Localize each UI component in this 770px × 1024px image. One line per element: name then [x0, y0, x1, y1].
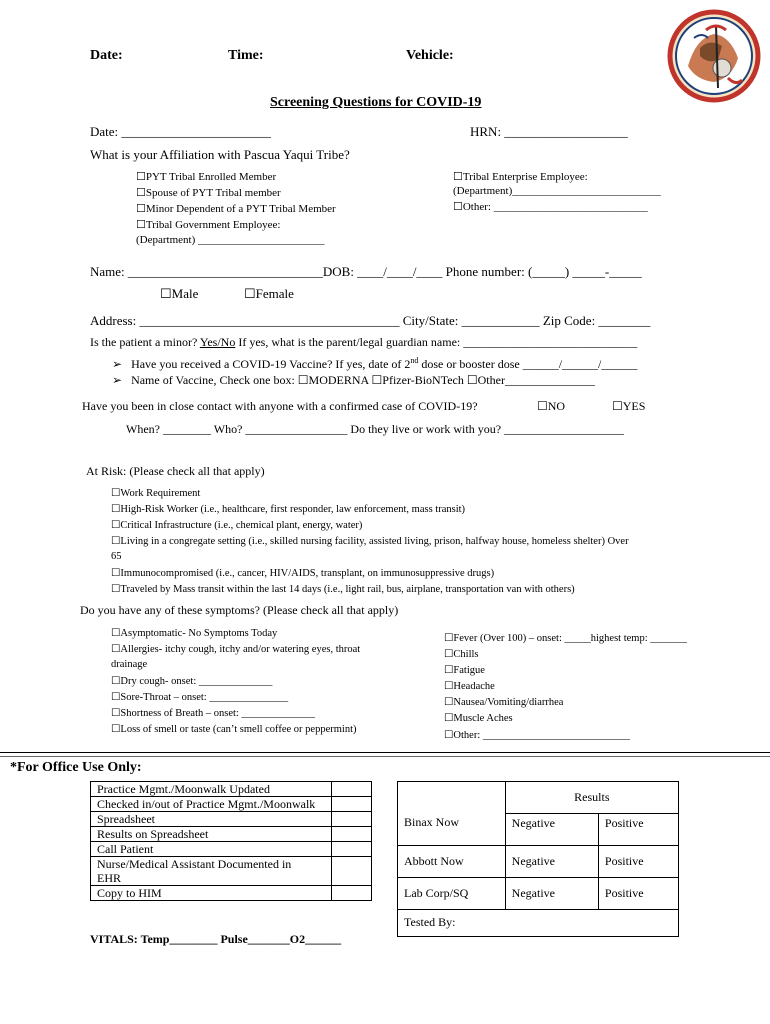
- tested-by-field[interactable]: Tested By:: [398, 909, 679, 936]
- symptom-sore-throat[interactable]: ☐Sore-Throat – onset: _______________: [111, 692, 289, 703]
- checklist-box[interactable]: [331, 886, 371, 901]
- affiliation-enrolled-checkbox[interactable]: ☐PYT Tribal Enrolled Member: [136, 171, 277, 183]
- affiliation-other-field[interactable]: ☐Other: ____________________________: [453, 201, 648, 213]
- section-divider: [0, 752, 770, 753]
- checklist-item: Copy to HIM: [91, 886, 332, 901]
- table-row: [91, 827, 372, 842]
- results-negative-option[interactable]: Negative: [505, 813, 598, 845]
- bullet-arrow-icon: ➢: [112, 357, 123, 371]
- at-risk-congregate-setting[interactable]: ☐Living in a congregate setting (i.e., skilled nursing facility, assisted living, prison, halfway house, homeless shelter) Over: [111, 536, 629, 547]
- contact-no-checkbox[interactable]: ☐NO: [537, 399, 566, 413]
- header-vehicle-label: Vehicle:: [406, 48, 454, 63]
- vaccine-q1-suffix[interactable]: dose or booster dose ______/______/______: [418, 357, 638, 371]
- checklist-box[interactable]: [331, 827, 371, 842]
- at-risk-heading: At Risk: (Please check all that apply): [86, 464, 265, 478]
- enterprise-department-field[interactable]: (Department)___________________________: [453, 185, 661, 197]
- section-divider-secondary: [0, 756, 770, 757]
- contact-yes-checkbox[interactable]: ☐YES: [612, 399, 646, 413]
- symptom-allergies[interactable]: ☐Allergies- itchy cough, itchy and/or watering eyes, throat: [111, 644, 361, 655]
- table-row: [398, 877, 679, 909]
- at-risk-high-risk-worker[interactable]: ☐High-Risk Worker (i.e., healthcare, first responder, law enforcement, mass transit): [111, 504, 466, 515]
- checklist-item-cont: EHR: [91, 871, 332, 886]
- results-test-name: Lab Corp/SQ: [398, 877, 506, 909]
- affiliation-government-employee-checkbox[interactable]: ☐Tribal Government Employee:: [136, 219, 281, 231]
- results-negative-option[interactable]: Negative: [505, 845, 598, 877]
- checklist-box[interactable]: [331, 782, 371, 797]
- symptom-asymptomatic[interactable]: ☐Asymptomatic- No Symptoms Today: [111, 628, 278, 639]
- at-risk-work-requirement[interactable]: ☐Work Requirement: [111, 488, 201, 499]
- vaccine-name-options[interactable]: Name of Vaccine, Check one box: ☐MODERNA ☐Pfizer-BioNTech ☐Other_______________: [131, 373, 595, 387]
- table-row: [398, 813, 679, 845]
- checklist-item: Results on Spreadsheet: [91, 827, 332, 842]
- contact-question: Have you been in close contact with anyone with a confirmed case of COVID-19?: [82, 399, 478, 413]
- affiliation-enterprise-employee-checkbox[interactable]: ☐Tribal Enterprise Employee:: [453, 171, 588, 183]
- female-checkbox[interactable]: ☐Female: [244, 286, 294, 301]
- table-row: [91, 886, 372, 901]
- affiliation-minor-dependent-checkbox[interactable]: ☐Minor Dependent of a PYT Tribal Member: [136, 203, 336, 215]
- male-checkbox[interactable]: ☐Male: [160, 286, 199, 301]
- vaccine-q1-sup: nd: [410, 356, 419, 365]
- results-test-name: Abbott Now: [398, 845, 506, 877]
- form-title: Screening Questions for COVID-19: [270, 95, 482, 110]
- date-field[interactable]: Date: _______________________: [90, 124, 271, 139]
- tribe-seal-logo: [666, 8, 762, 104]
- table-row: [91, 842, 372, 857]
- checklist-box[interactable]: [331, 812, 371, 827]
- affiliation-spouse-checkbox[interactable]: ☐Spouse of PYT Tribal member: [136, 187, 281, 199]
- symptom-dry-cough[interactable]: ☐Dry cough- onset: ______________: [111, 676, 273, 687]
- symptom-allergies-cont: drainage: [111, 659, 148, 670]
- vitals-line[interactable]: VITALS: Temp________ Pulse_______O2______: [90, 932, 342, 946]
- table-row: [398, 782, 679, 814]
- address-line[interactable]: Address: ________________________________________ City/State: ____________ Zip Code: ________: [90, 313, 651, 328]
- table-row: [91, 857, 372, 872]
- results-positive-option[interactable]: Positive: [598, 813, 678, 845]
- results-blank-cell: [398, 782, 506, 814]
- table-row: [91, 782, 372, 797]
- checklist-item: Checked in/out of Practice Mgmt./Moonwalk: [91, 797, 332, 812]
- at-risk-critical-infrastructure[interactable]: ☐Critical Infrastructure (i.e., chemical plant, energy, water): [111, 520, 363, 531]
- minor-question: [90, 335, 637, 350]
- checklist-item: Spreadsheet: [91, 812, 332, 827]
- minor-question-prefix: Is the patient a minor?: [90, 335, 200, 349]
- vaccine-question-2: [112, 373, 595, 388]
- header-time-label: Time:: [228, 48, 264, 63]
- table-row: [91, 871, 372, 886]
- bullet-arrow-icon: ➢: [112, 373, 123, 387]
- checklist-box[interactable]: [331, 842, 371, 857]
- header-date-label: Date:: [90, 48, 123, 63]
- table-row: [91, 812, 372, 827]
- symptom-fatigue[interactable]: ☐Fatigue: [444, 665, 485, 676]
- at-risk-over-65: 65: [111, 551, 122, 562]
- checklist-item: Call Patient: [91, 842, 332, 857]
- contact-followup-line[interactable]: When? ________ Who? _________________ Do they live or work with you? ____________________: [126, 422, 625, 436]
- symptom-loss-of-smell[interactable]: ☐Loss of smell or taste (can’t smell coffee or peppermint): [111, 724, 357, 735]
- minor-yes-no[interactable]: Yes/No: [199, 335, 236, 349]
- results-positive-option[interactable]: Positive: [598, 845, 678, 877]
- hrn-field[interactable]: HRN: ___________________: [470, 124, 628, 139]
- at-risk-mass-transit[interactable]: ☐Traveled by Mass transit within the last 14 days (i.e., light rail, bus, airplane, transportation van with others): [111, 584, 575, 595]
- checklist-box[interactable]: [331, 857, 371, 886]
- table-row: [91, 797, 372, 812]
- symptom-nausea[interactable]: ☐Nausea/Vomiting/diarrhea: [444, 697, 564, 708]
- office-checklist-table: [90, 781, 372, 901]
- results-negative-option[interactable]: Negative: [505, 877, 598, 909]
- results-header: Results: [505, 782, 678, 814]
- table-row: [398, 909, 679, 936]
- symptoms-heading: Do you have any of these symptoms? (Please check all that apply): [80, 603, 399, 617]
- results-table: [397, 781, 679, 937]
- symptom-headache[interactable]: ☐Headache: [444, 681, 495, 692]
- results-positive-option[interactable]: Positive: [598, 877, 678, 909]
- vaccine-q1-prefix: Have you received a COVID-19 Vaccine? If yes, date of 2: [131, 357, 411, 371]
- affiliation-question: What is your Affiliation with Pascua Yaqui Tribe?: [90, 147, 350, 162]
- symptom-fever[interactable]: ☐Fever (Over 100) – onset: _____highest temp: _______: [444, 633, 688, 644]
- office-use-heading: *For Office Use Only:: [10, 760, 142, 775]
- at-risk-immunocompromised[interactable]: ☐Immunocompromised (i.e., cancer, HIV/AIDS, transplant, on immunosuppressive drugs): [111, 568, 495, 579]
- government-department-field[interactable]: (Department) _______________________: [136, 234, 325, 246]
- checklist-item: Practice Mgmt./Moonwalk Updated: [91, 782, 332, 797]
- symptom-shortness-of-breath[interactable]: ☐Shortness of Breath – onset: ______________: [111, 708, 315, 719]
- vaccine-question-1: [112, 356, 637, 372]
- table-row: [398, 845, 679, 877]
- checklist-box[interactable]: [331, 797, 371, 812]
- name-dob-phone-line[interactable]: Name: ______________________________DOB: ____/____/____ Phone number: (_____) _____-_____: [90, 264, 642, 279]
- checklist-item: Nurse/Medical Assistant Documented in: [91, 857, 332, 872]
- results-test-name: Binax Now: [398, 813, 506, 845]
- symptom-muscle-aches[interactable]: ☐Muscle Aches: [444, 713, 513, 724]
- symptom-other[interactable]: ☐Other: ____________________________: [444, 730, 630, 741]
- minor-question-suffix[interactable]: If yes, what is the parent/legal guardian name: _____________________________: [235, 335, 638, 349]
- symptom-chills[interactable]: ☐Chills: [444, 649, 479, 660]
